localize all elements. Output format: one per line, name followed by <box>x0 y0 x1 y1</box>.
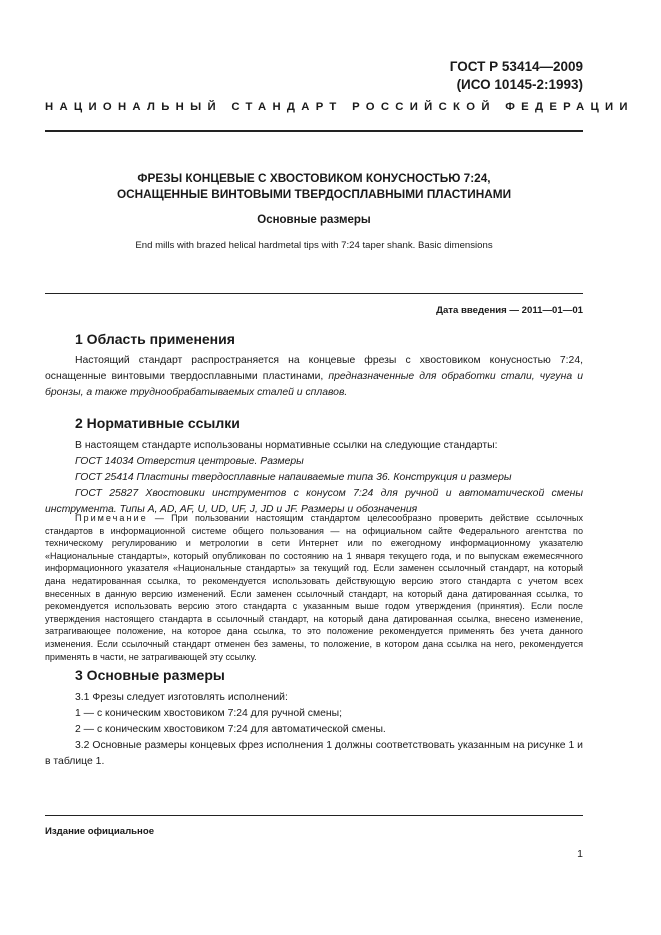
section-2-body <box>45 438 583 518</box>
section-2-intro: В настоящем стандарте использованы нормативные ссылки на следующие стандарты: <box>75 440 498 451</box>
document-title <box>45 170 583 202</box>
reference-item: ГОСТ 14034 Отверстия центровые. Размеры <box>75 456 304 467</box>
section-1-heading: 1 Область применения <box>75 331 235 347</box>
reference-item: ГОСТ 25414 Пластины твердосплавные напаиваемые типа 36. Конструкция и размеры <box>75 472 512 483</box>
section-3-body <box>45 690 583 770</box>
national-standard-banner: НАЦИОНАЛЬНЫЙ СТАНДАРТ РОССИЙСКОЙ ФЕДЕРАЦИИ <box>45 101 634 113</box>
section-3-line: 2 — с коническим хвостовиком 7:24 для автоматической смены. <box>75 724 386 735</box>
document-subtitle: Основные размеры <box>257 214 371 226</box>
title-line-1: ФРЕЗЫ КОНЦЕВЫЕ С ХВОСТОВИКОМ КОНУСНОСТЬЮ 7:24, <box>137 171 491 185</box>
top-divider <box>45 130 583 132</box>
section-3-heading: 3 Основные размеры <box>75 667 225 683</box>
section-1-text: Настоящий стандарт распространяется на концевые фрезы с хвостовиком конусностью 7:24, оснащенные винтовыми твердосплавными пластинами, <box>45 355 583 382</box>
footer-divider <box>45 815 583 816</box>
section-1-body <box>45 353 583 401</box>
section-1-text-italic: предназначенные для обработки стали, чугуна и бронзы, а также труднообрабатываемых сталей и сплавов. <box>45 371 583 398</box>
note-text: — При пользовании настоящим стандартом целесообразно проверить действие ссылочных стандартов в информационной системе общего пользования — на официальном сайте Федерального агентства по техническому регулированию и метрологии в сети Интернет или по ежегодному информационному указателю «Национальные стандарты», который опубликован по состоянию на 1 января текущего года, и по выпускам ежемесячного информационного указателя «Национальные стандарты» за текущий год. Если заменен ссылочный стандарт, на который дана недатированная ссылка, то рекомендуется использовать действующую версию этого стандарта с учетом всех внесенных в данную версию изменений. Если заменен ссылочный стандарт, на который дана датированная ссылка, то рекомендуется использовать версию этого стандарта с указанным выше годом утверждения (принятия). Если после утверждения настоящего стандарта в ссылочный стандарт, на который дана датированная ссылка, внесено изменение, затрагивающее положение, на которое дана ссылка, то это положение рекомендуется применять без учета данного изменения. Если ссылочный стандарт отменен без замены, то положение, в котором дана ссылка на него, рекомендуется применять в части, не затрагивающей эту ссылку. <box>45 513 583 662</box>
section-3-line: 3.1 Фрезы следует изготовлять исполнений: <box>75 692 288 703</box>
note-label: Примечание <box>75 513 148 523</box>
page-number: 1 <box>577 848 583 860</box>
english-title: End mills with brazed helical hardmetal tips with 7:24 taper shank. Basic dimensions <box>135 240 493 251</box>
title-divider <box>45 293 583 294</box>
reference-item: ГОСТ 25827 Хвостовики инструментов с конусом 7:24 для ручной и автоматической смены инструмента. Типы A, AD, AF, U, UD, UF, J, JD и JF. Размеры и обозначения <box>45 488 583 515</box>
standard-code-iso: (ИСО 10145-2:1993) <box>456 77 583 92</box>
standard-code: ГОСТ Р 53414—2009 <box>449 59 583 74</box>
introduction-date: Дата введения — 2011—01—01 <box>436 305 583 316</box>
section-2-heading: 2 Нормативные ссылки <box>75 415 240 431</box>
official-edition-label: Издание официальное <box>45 826 155 837</box>
section-3-line: 3.2 Основные размеры концевых фрез исполнения 1 должны соответствовать указанным на рисунке 1 и в таблице 1. <box>45 740 583 767</box>
references-note <box>45 512 583 663</box>
title-line-2: ОСНАЩЕННЫЕ ВИНТОВЫМИ ТВЕРДОСПЛАВНЫМИ ПЛАСТИНАМИ <box>116 187 512 201</box>
section-3-line: 1 — с коническим хвостовиком 7:24 для ручной смены; <box>75 708 343 719</box>
